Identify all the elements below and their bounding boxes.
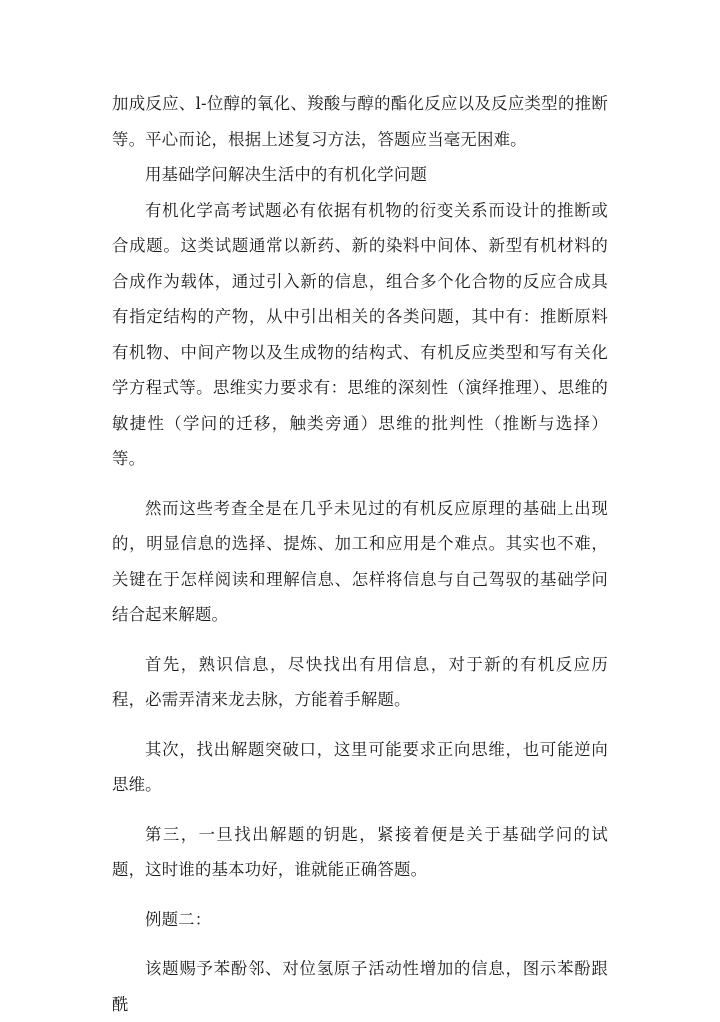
paragraph-5: 其次，找出解题突破口，这里可能要求正向思维，也可能逆向思维。 — [112, 739, 608, 794]
paragraph-1: 加成反应、l-位醇的氧化、羧酸与醇的酯化反应以及反应类型的推断等。平心而论，根据上述复习方法，答题应当毫无困难。 — [112, 94, 608, 149]
paragraph-2: 有机化学高考试题必有依据有机物的衍变关系而设计的推断或合成题。这类试题通常以新药、新的染料中间体、新型有机材料的合成作为载体，通过引入新的信息，组合多个化合物的反应合成具有指定结构的产物，从中引出相关的各类问题，其中有：推断原料有机物、中间产物以及生成物的结构式、有机反应类型和写有关化学方程式等。思维实力要求有：思维的深刻性（演绎推理）、思维的敏捷性（学问的迁移，触类旁通）思维的批判性（推断与选择）等。 — [112, 200, 608, 468]
paragraph-4: 首先，熟识信息，尽快找出有用信息，对于新的有机反应历程，必需弄清来龙去脉，方能着手解题。 — [112, 654, 608, 709]
paragraph-3: 然而这些考查全是在几乎未见过的有机反应原理的基础上出现的，明显信息的选择、提炼、加工和应用是个难点。其实也不难，关键在于怎样阅读和理解信息、怎样将信息与自己驾驭的基础学问结合起来解题。 — [112, 498, 608, 624]
section-heading: 用基础学问解决生活中的有机化学问题 — [145, 165, 428, 184]
paragraph-6: 第三，一旦找出解题的钥匙，紧接着便是关于基础学问的试题，这时谁的基本功好，谁就能正确答题。 — [112, 824, 608, 879]
paragraph-7: 该题赐予苯酚邻、对位氢原子活动性增加的信息，图示苯酚跟酰 — [112, 959, 608, 1014]
example-heading: 例题二： — [145, 909, 212, 929]
document-body — [112, 86, 608, 1022]
